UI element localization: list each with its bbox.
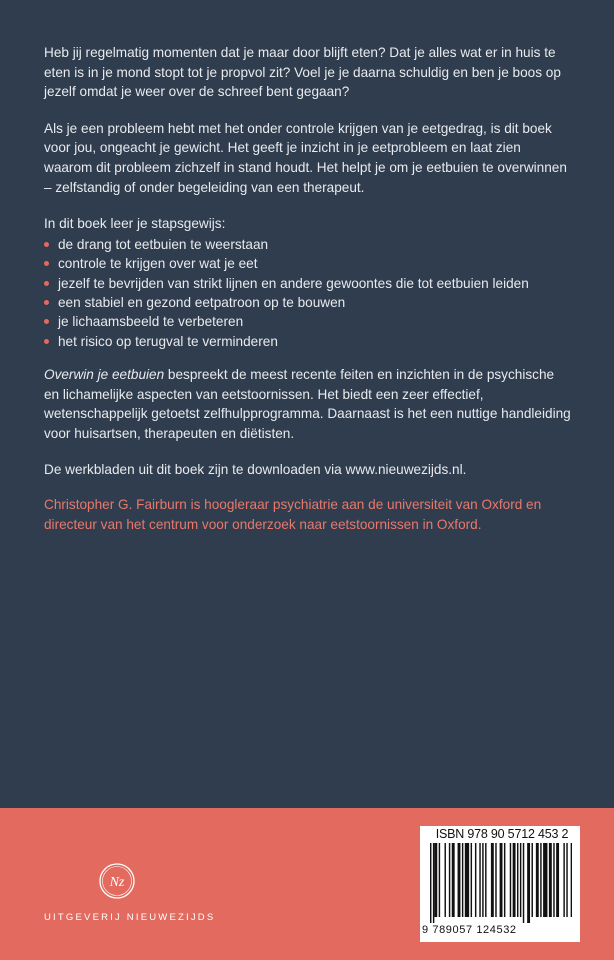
- benefits-list: [44, 235, 572, 351]
- bullet-dot-icon: [44, 281, 49, 286]
- author-bio: Christopher G. Fairburn is hoogleraar psychiatrie aan de universiteit van Oxford en directeur van het centrum voor onderzoek naar eetstoornissen in Oxford.: [44, 497, 542, 532]
- barcode-bar: [458, 843, 461, 917]
- barcode-bar: [462, 843, 463, 917]
- barcode-bars-icon: [428, 843, 572, 923]
- publisher-name: UITGEVERIJ NIEUWEZIJDS: [44, 912, 216, 923]
- list-item: jezelf te bevrijden van strikt lijnen en andere gewoontes die tot eetbuien leiden: [44, 274, 572, 293]
- list-item: het risico op terugval te verminderen: [44, 332, 572, 351]
- barcode-bar: [485, 843, 486, 917]
- barcode-bar: [510, 843, 511, 917]
- barcode-digits: 9 789057 124532: [422, 924, 517, 936]
- barcode-bar: [465, 843, 469, 917]
- barcode-bar: [563, 843, 564, 917]
- barcode-bar: [445, 843, 446, 917]
- barcode-bar: [536, 843, 539, 917]
- barcode-bar: [540, 843, 541, 917]
- barcode-bar: [475, 843, 476, 917]
- bullet-dot-icon: [44, 242, 49, 247]
- list-item: de drang tot eetbuien te weerstaan: [44, 235, 572, 254]
- barcode-bar: [491, 843, 494, 917]
- publisher-logo-icon: [98, 862, 136, 900]
- isbn-barcode: [420, 826, 580, 942]
- barcode-bar: [513, 843, 516, 917]
- barcode-bar: [471, 843, 472, 917]
- barcode-bar: [532, 843, 533, 917]
- barcode-bar: [433, 843, 434, 923]
- barcode-bar: [523, 843, 524, 923]
- list-item: je lichaamsbeeld te verbeteren: [44, 312, 572, 331]
- barcode-bar: [479, 843, 480, 917]
- book-title-italic: Overwin je eetbuien: [44, 367, 165, 383]
- barcode-bar: [543, 843, 547, 917]
- blurb: [44, 43, 572, 534]
- barcode-bar: [549, 843, 552, 917]
- barcode-bar: [553, 843, 554, 917]
- list-intro: In dit boek leer je stapsgewijs:: [44, 216, 226, 232]
- bullet-dot-icon: [44, 300, 49, 305]
- barcode-bar: [571, 843, 572, 917]
- barcode-bar: [439, 843, 440, 917]
- barcode-bar: [556, 843, 559, 917]
- paragraph-intro-question: Heb jij regelmatig momenten dat je maar door blijft eten? Dat je alles wat er in huis te eten is in je mond stopt tot je propvol zit? Voel je je daarna schuldig en ben je boos op jezelf omdat je weer over de schreef bent gegaan?: [44, 45, 561, 100]
- paragraph-download: De werkbladen uit dit boek zijn te downloaden via www.nieuwezijds.nl.: [44, 461, 467, 477]
- bullet-dot-icon: [44, 261, 49, 266]
- barcode-bar: [449, 843, 450, 917]
- paragraph-description: Als je een probleem hebt met het onder controle krijgen van je eetgedrag, is dit boek voor jou, ongeacht je gewicht. Het geeft je inzicht in je eetprobleem en laat zien waarom dit probleem zichzelf in stand houdt. Het helpt je om je eetbuien te overwinnen – zelfstandig of onder begeleiding van een therapeut.: [44, 120, 567, 195]
- list-item: een stabiel en gezond eetpatroon op te bouwen: [44, 293, 572, 312]
- barcode-bar: [482, 843, 483, 917]
- barcode-bar: [520, 843, 521, 917]
- barcode-bar: [495, 843, 496, 917]
- barcode-bar: [566, 843, 567, 917]
- bullet-dot-icon: [44, 339, 49, 344]
- list-item: controle te krijgen over wat je eet: [44, 254, 572, 273]
- barcode-bar: [434, 843, 437, 917]
- barcode-bar: [517, 843, 518, 917]
- barcode-bar: [452, 843, 455, 917]
- barcode-bar: [504, 843, 505, 917]
- barcode-bar: [430, 843, 431, 923]
- barcode-bar: [500, 843, 503, 917]
- isbn-label: ISBN 978 90 5712 453 2: [435, 827, 569, 841]
- logo-monogram: Nz: [109, 875, 125, 890]
- bullet-dot-icon: [44, 319, 49, 324]
- barcode-bar: [527, 843, 530, 923]
- paragraph-overview: Overwin je eetbuien bespreekt de meest recente feiten en inzichten in de psychische en lichamelijke aspecten van eetstoornissen. Het biedt een zeer effectief, wetenschappelijk getoetst zelfhulpprogramma. Daarnaast is het een nuttige handleiding voor huisartsen, therapeuten en diëtisten.: [44, 367, 571, 441]
